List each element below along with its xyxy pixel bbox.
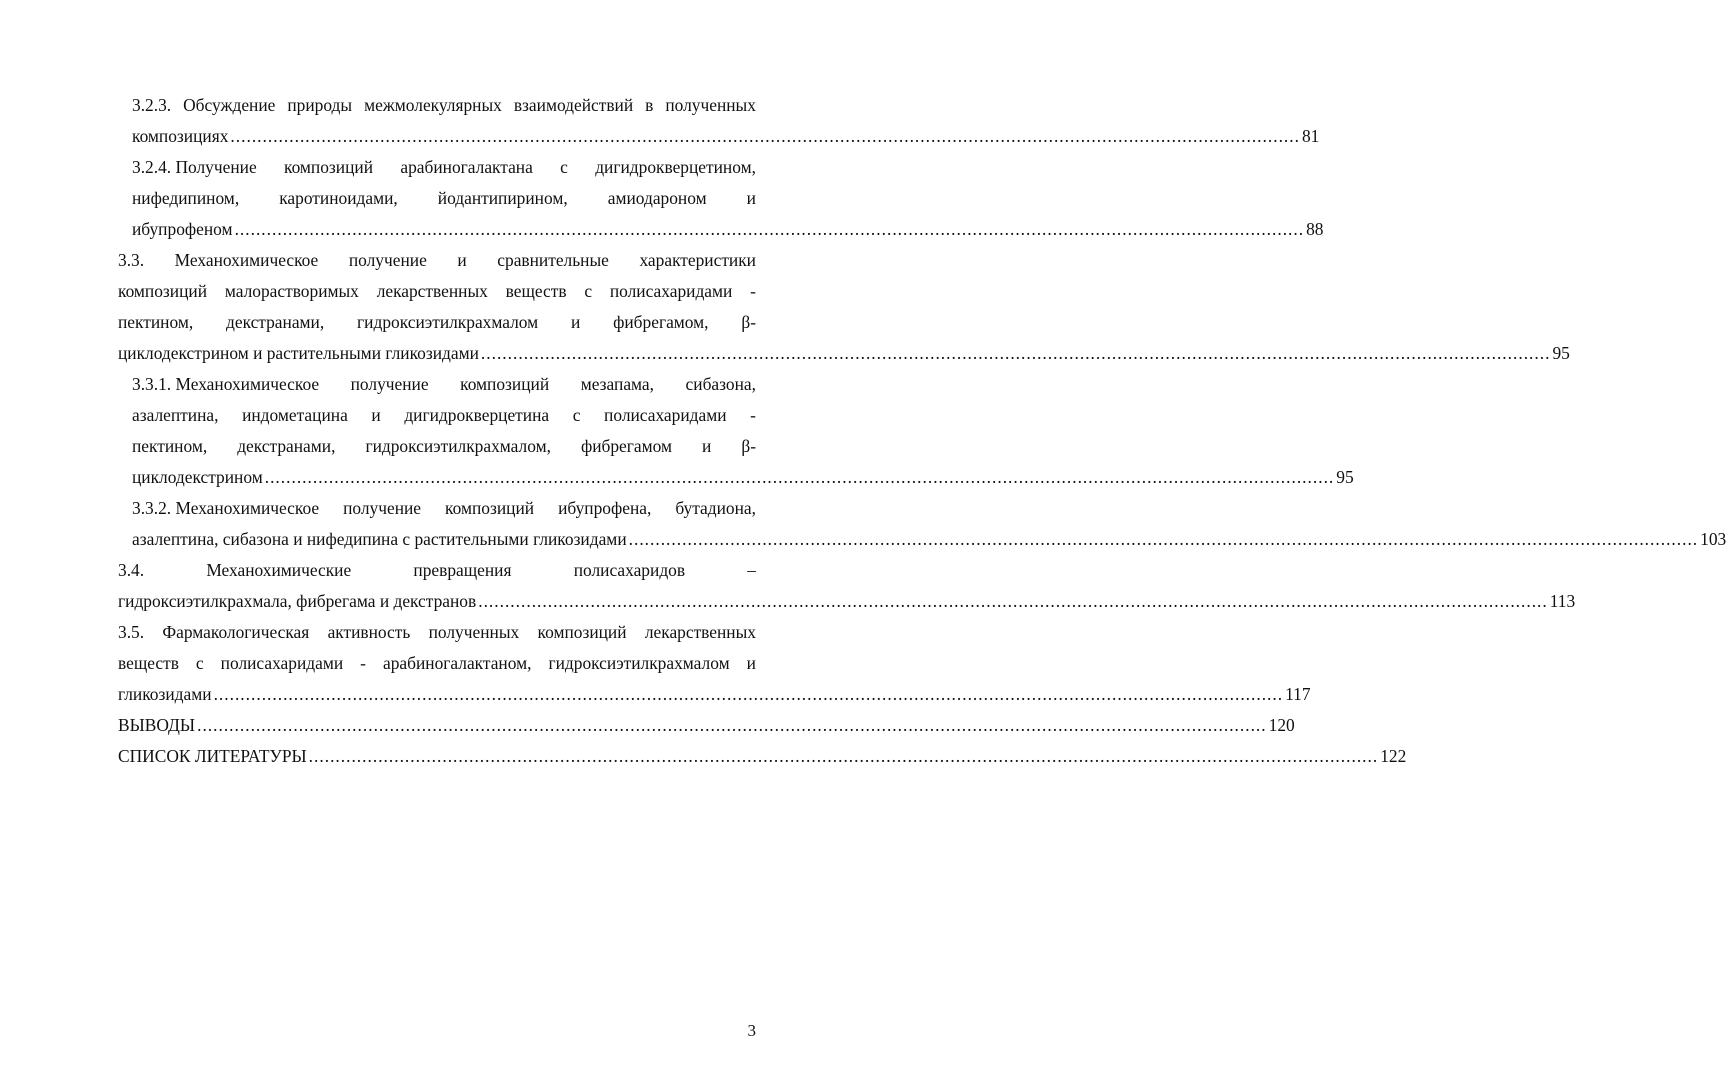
toc-word: 3.4.	[118, 560, 145, 580]
toc-word: композиций	[537, 622, 627, 642]
toc-word: лекарственных	[644, 622, 756, 642]
toc-word: с	[584, 281, 593, 301]
toc-line	[132, 152, 756, 183]
toc-line-last	[118, 710, 1295, 741]
toc-word: дигидрокверцетином,	[595, 157, 756, 177]
toc-word: 3.3.2. Механохимическое	[132, 498, 320, 518]
toc-entry-3-3-1[interactable]	[132, 369, 1354, 493]
toc-word: индометацина	[242, 405, 348, 425]
toc-word: превращения	[413, 560, 512, 580]
toc-word: и	[702, 436, 712, 456]
toc-word: дигидрокверцетина	[404, 405, 550, 425]
toc-word: полученных	[665, 95, 756, 115]
toc-word: композиций	[118, 281, 208, 301]
toc-word: с	[572, 405, 581, 425]
toc-word: в	[645, 95, 654, 115]
toc-word: и	[457, 250, 467, 270]
toc-line	[118, 307, 756, 338]
toc-word: пектином,	[132, 436, 208, 456]
toc-title-tail: композициях	[132, 126, 229, 146]
toc-line-last	[118, 741, 1407, 772]
toc-page-number: 88	[1306, 219, 1324, 239]
toc-word: полисахаридами	[609, 281, 733, 301]
toc-word: β-	[741, 436, 756, 456]
toc-word: фибрегамом,	[613, 312, 709, 332]
toc-entry-3-4[interactable]	[118, 555, 1576, 617]
toc-word: 3.3.	[118, 250, 145, 270]
page-number: 3	[747, 1021, 756, 1040]
toc-title-tail: циклодекстрином и растительными гликозидами	[118, 343, 479, 363]
toc-word: 3.3.1. Механохимическое	[132, 374, 320, 394]
dot-leader: ........................................................................................................................................................................................................	[230, 126, 1300, 146]
toc-word: арабиногалактаном,	[382, 653, 532, 673]
toc-page-number: 120	[1268, 715, 1295, 735]
toc-word: сибазона,	[685, 374, 756, 394]
toc-word: полисахаридов	[573, 560, 686, 580]
toc-line	[132, 183, 756, 214]
toc-word: декстранами,	[226, 312, 325, 332]
toc-title-tail: СПИСОК ЛИТЕРАТУРЫ	[118, 746, 307, 766]
dot-leader: ........................................................................................................................................................................................................	[478, 591, 1548, 611]
toc-page-number: 122	[1380, 746, 1407, 766]
toc-word: Обсуждение	[183, 95, 276, 115]
toc-word: активность	[327, 622, 411, 642]
toc-word: получение	[343, 498, 422, 518]
toc-word: полисахаридами	[220, 653, 344, 673]
toc-page-number: 117	[1285, 684, 1311, 704]
toc-title-tail: гликозидами	[118, 684, 212, 704]
toc-entry-3-5[interactable]	[118, 617, 1311, 710]
toc-line	[118, 555, 756, 586]
toc-line-last	[132, 524, 1726, 555]
toc-word: и	[371, 405, 381, 425]
toc-word: полученных	[428, 622, 520, 642]
toc-word: Механохимическое	[174, 250, 319, 270]
toc-line	[132, 400, 756, 431]
toc-word: гидроксиэтилкрахмалом	[548, 653, 730, 673]
toc-word: -	[750, 405, 756, 425]
toc-title-tail: ибупрофеном	[132, 219, 233, 239]
dot-leader: ........................................................................................................................................................................................................	[197, 715, 1267, 735]
toc-word: композиций	[460, 374, 550, 394]
toc-line-last	[118, 679, 1311, 710]
toc-word: получение	[350, 374, 429, 394]
toc-word: амиодароном	[607, 188, 707, 208]
toc-word: сравнительные	[497, 250, 609, 270]
toc-word: с	[195, 653, 204, 673]
toc-line-last	[132, 462, 1354, 493]
toc-word: веществ	[118, 653, 179, 673]
toc-line-last	[118, 586, 1576, 617]
toc-word: ибупрофена,	[558, 498, 652, 518]
toc-word: полисахаридами	[604, 405, 727, 425]
toc-word: композиций	[284, 157, 374, 177]
toc-word: мезапама,	[580, 374, 654, 394]
toc-word: бутадиона,	[675, 498, 756, 518]
dot-leader: ........................................................................................................................................................................................................	[308, 746, 1379, 766]
toc-word: веществ	[505, 281, 567, 301]
toc-page-number: 103	[1700, 529, 1726, 549]
toc-page-number: 81	[1301, 126, 1320, 146]
toc-word: межмолекулярных	[364, 95, 502, 115]
toc-line	[132, 369, 756, 400]
toc-title-tail: циклодекстрином	[132, 467, 263, 487]
dot-leader: ........................................................................................................................................................................................................	[264, 467, 1335, 487]
toc-entry-3-3[interactable]	[118, 245, 1570, 369]
toc-entry-3-2-3[interactable]	[132, 90, 1320, 152]
toc-title-tail: азалептина, сибазона и нифедипина с растительными гликозидами	[132, 529, 627, 549]
toc-word: композиций	[445, 498, 535, 518]
toc-entry-references[interactable]	[118, 741, 1407, 772]
toc-word: и	[570, 312, 581, 332]
toc-entry-3-3-2[interactable]	[132, 493, 1726, 555]
toc-word: -	[360, 653, 366, 673]
toc-word: пектином,	[118, 312, 194, 332]
toc-line	[132, 431, 756, 462]
toc-line	[132, 90, 756, 121]
toc-line	[132, 493, 756, 524]
dot-leader: ........................................................................................................................................................................................................	[480, 343, 1551, 363]
toc-word: 3.5.	[118, 622, 145, 642]
dot-leader: ........................................................................................................................................................................................................	[628, 529, 1699, 549]
toc-page-number: 113	[1549, 591, 1576, 611]
toc-page-number: 95	[1336, 467, 1354, 487]
toc-page-number: 95	[1552, 343, 1570, 363]
toc-word: β-	[741, 312, 756, 332]
toc-word: лекарственных	[376, 281, 488, 301]
toc-word: арабиногалактана	[400, 157, 533, 177]
toc-word: Механохимические	[206, 560, 352, 580]
toc-line-last	[118, 338, 1570, 369]
toc-word: –	[747, 560, 756, 580]
toc-line	[118, 617, 756, 648]
toc-line	[118, 276, 756, 307]
toc-line	[118, 245, 756, 276]
toc-word: получение	[348, 250, 427, 270]
dot-leader: ........................................................................................................................................................................................................	[234, 219, 1305, 239]
toc-line-last	[132, 214, 1324, 245]
toc-word: природы	[287, 95, 353, 115]
toc-word: фибрегамом	[580, 436, 673, 456]
toc-line-last	[132, 121, 1320, 152]
toc-word: и	[746, 653, 756, 673]
toc-line	[118, 648, 756, 679]
toc-word: взаимодействий	[513, 95, 634, 115]
toc-word: 3.2.4. Получение	[132, 157, 257, 177]
toc-word: и	[746, 188, 756, 208]
toc-word: -	[750, 281, 756, 301]
toc-word: каротиноидами,	[279, 188, 398, 208]
dot-leader: ........................................................................................................................................................................................................	[213, 684, 1284, 704]
toc-word: азалептина,	[132, 405, 219, 425]
toc-word: нифедипином,	[132, 188, 240, 208]
toc-entry-3-2-4[interactable]	[132, 152, 1324, 245]
toc-word: гидроксиэтилкрахмалом,	[365, 436, 551, 456]
toc-title-tail: гидроксиэтилкрахмала, фибрегама и декстранов	[118, 591, 477, 611]
toc-word: декстранами,	[237, 436, 336, 456]
toc-title-tail: ВЫВОДЫ	[118, 715, 196, 735]
toc-word: Фармакологическая	[162, 622, 310, 642]
toc-entry-conclusions[interactable]	[118, 710, 1295, 741]
toc-word: малорастворимых	[224, 281, 359, 301]
toc-word: гидроксиэтилкрахмалом	[357, 312, 539, 332]
toc-word: с	[560, 157, 568, 177]
toc-word: йодантипирином,	[437, 188, 568, 208]
toc-word: 3.2.3.	[132, 95, 172, 115]
toc-word: характеристики	[639, 250, 756, 270]
